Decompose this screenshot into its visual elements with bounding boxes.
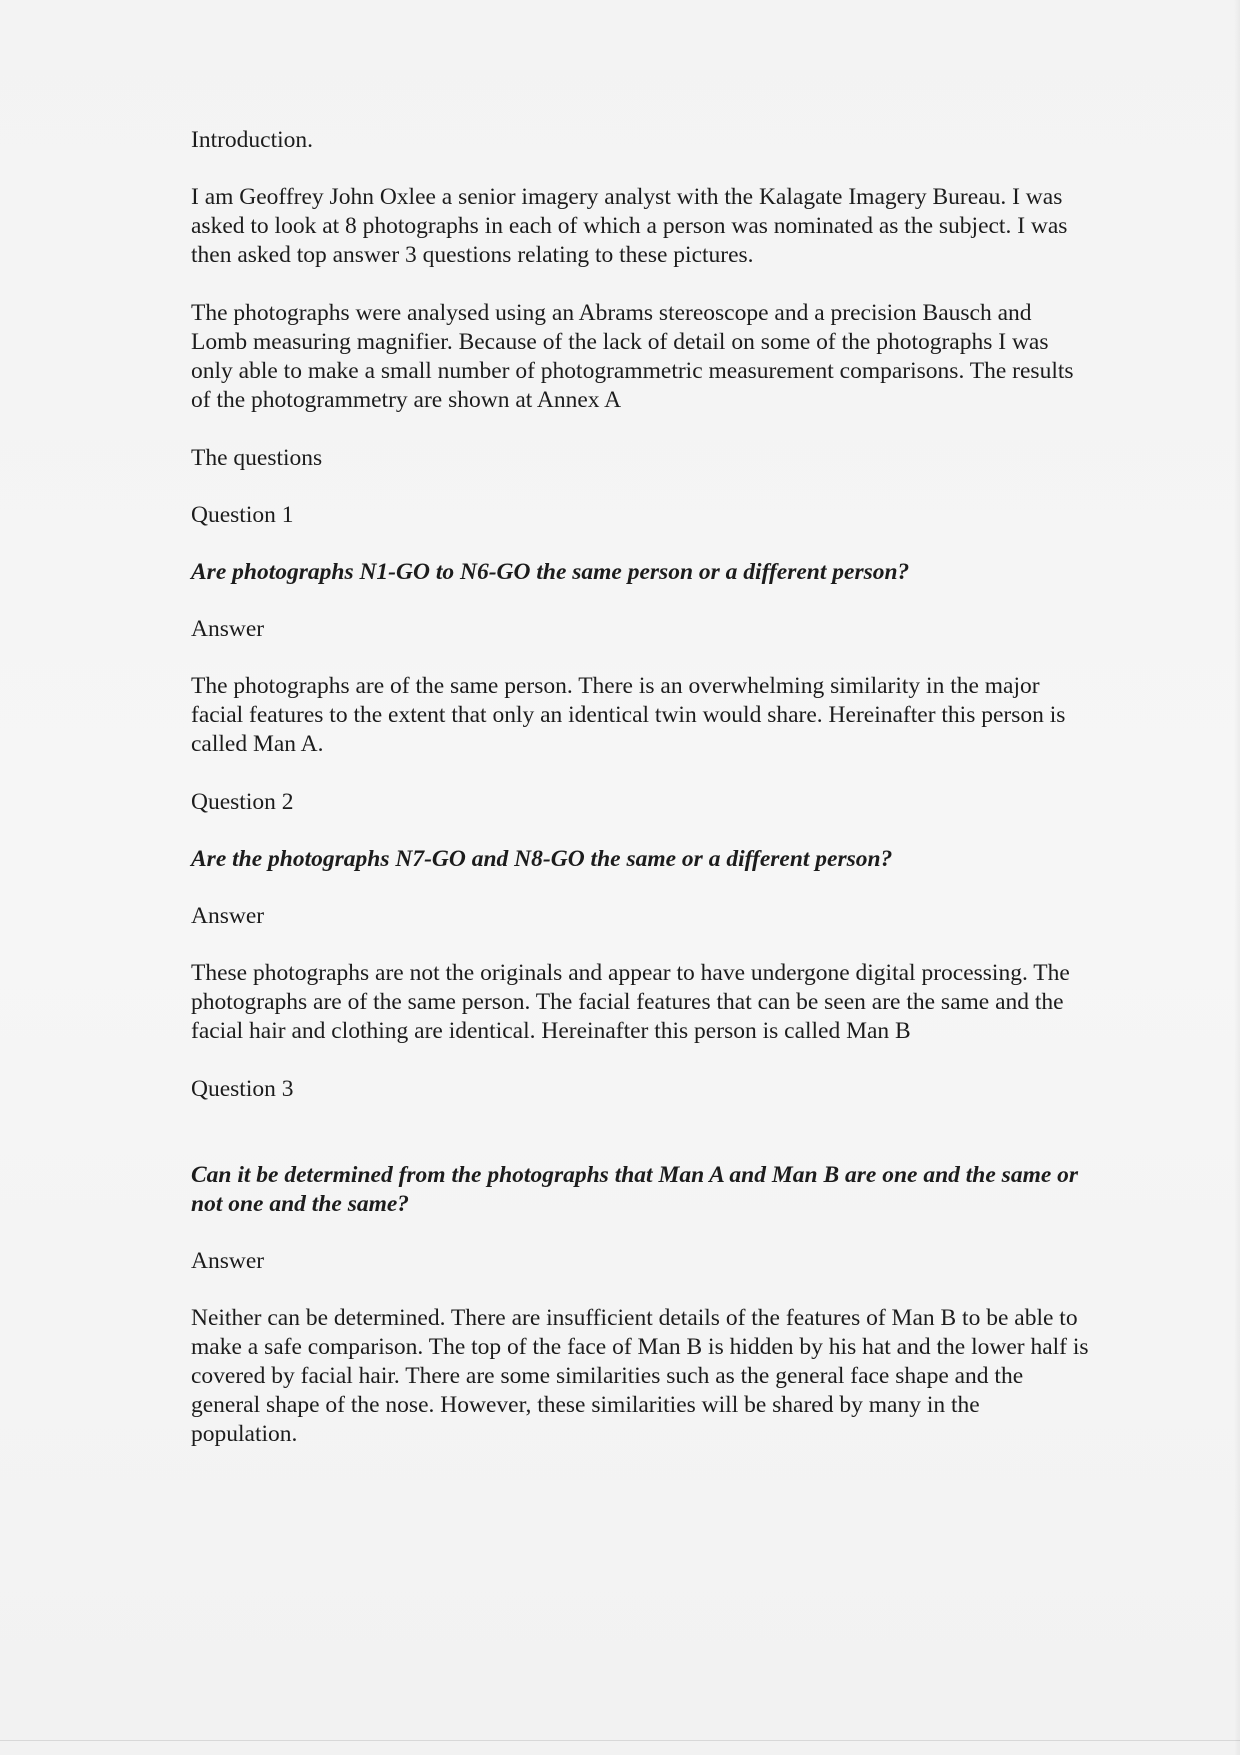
intro-heading: Introduction.	[191, 127, 314, 153]
answer-3-label: Answer	[191, 1248, 265, 1274]
scan-bottom-line	[0, 1740, 1240, 1741]
question-2-text: Are the photographs N7-GO and N8-GO the same or a different person?	[191, 846, 893, 872]
question-2-label: Question 2	[191, 789, 294, 815]
answer-1-text: The photographs are of the same person. There is an overwhelming similarity in the major facial features to the extent that only an identical twin would share. Hereinafter this person is called Man A.	[191, 673, 1066, 757]
intro-paragraph-1: I am Geoffrey John Oxlee a senior imagery analyst with the Kalagate Imagery Bureau. I was asked to look at 8 photographs in each of which a person was nominated as the subject. I was then asked top answer 3 questions relating to these pictures.	[191, 184, 1068, 268]
question-1-text: Are photographs N1-GO to N6-GO the same person or a different person?	[191, 559, 910, 585]
question-3-text: Can it be determined from the photographs that Man A and Man B are one and the same or not one and the same?	[191, 1162, 1079, 1217]
question-1-label: Question 1	[191, 502, 294, 528]
questions-heading: The questions	[191, 445, 323, 471]
answer-2-label: Answer	[191, 903, 265, 929]
answer-3-text: Neither can be determined. There are insufficient details of the features of Man B to be able to make a safe comparison. The top of the face of Man B is hidden by his hat and the lower half is covered by facial hair. There are some similarities such as the general face shape and the general shape of the nose. However, these similarities will be shared by many in the population.	[191, 1305, 1089, 1447]
document-body	[191, 126, 1091, 1478]
answer-1-label: Answer	[191, 616, 265, 642]
scan-right-edge	[1234, 0, 1240, 1755]
answer-2-text: These photographs are not the originals and appear to have undergone digital processing. The photographs are of the same person. The facial features that can be seen are the same and the facial hair and clothing are identical. Hereinafter this person is called Man B	[191, 960, 1070, 1044]
question-3-label: Question 3	[191, 1076, 294, 1102]
intro-paragraph-2: The photographs were analysed using an Abrams stereoscope and a precision Bausch and Lomb measuring magnifier. Because of the lack of detail on some of the photographs I was only able to make a small number of photogrammetric measurement comparisons. The results of the photogrammetry are shown at Annex A	[191, 300, 1074, 413]
